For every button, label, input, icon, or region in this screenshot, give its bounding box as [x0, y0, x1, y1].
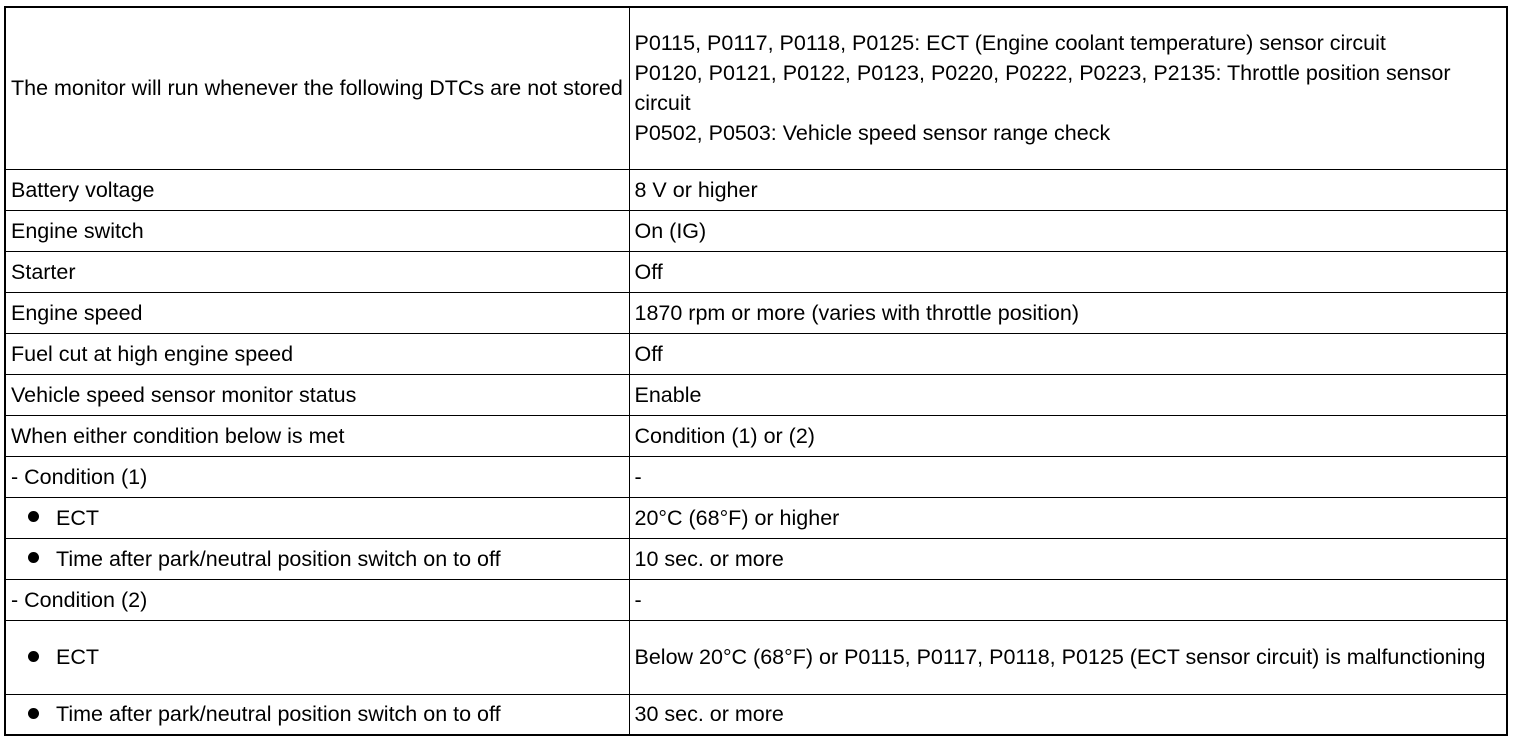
table-row: [5, 620, 1507, 694]
table-row: [5, 579, 1507, 620]
value-cell: 30 sec. or more: [629, 694, 1507, 735]
condition-cell: Vehicle speed sensor monitor status: [5, 374, 629, 415]
value-cell: Off: [629, 251, 1507, 292]
value-cell: -: [629, 456, 1507, 497]
table-row: [5, 333, 1507, 374]
condition-label: ECT: [56, 645, 99, 669]
condition-cell: - Condition (2): [5, 579, 629, 620]
bullet-icon: [28, 511, 39, 522]
value-cell: 8 V or higher: [629, 169, 1507, 210]
monitor-conditions-table: [4, 6, 1508, 736]
bullet-icon: [28, 552, 39, 563]
condition-label: Time after park/neutral position switch on to off: [56, 702, 501, 727]
bullet-icon: [28, 651, 39, 662]
value-cell: -: [629, 579, 1507, 620]
condition-label: ECT: [56, 505, 99, 530]
table-row: [5, 210, 1507, 251]
value-cell: On (IG): [629, 210, 1507, 251]
value-cell: Enable: [629, 374, 1507, 415]
condition-cell: Engine speed: [5, 292, 629, 333]
value-cell: 10 sec. or more: [629, 538, 1507, 579]
value-cell: 1870 rpm or more (varies with throttle position): [629, 292, 1507, 333]
value-cell: Condition (1) or (2): [629, 415, 1507, 456]
condition-cell: Engine switch: [5, 210, 629, 251]
table-row: [5, 292, 1507, 333]
table-row: [5, 456, 1507, 497]
dtc-list-line: P0115, P0117, P0118, P0125: ECT (Engine coolant temperature) sensor circuit: [634, 31, 1386, 56]
condition-cell: [5, 620, 629, 694]
dtc-list-line: P0502, P0503: Vehicle speed sensor range check: [634, 121, 1111, 146]
condition-cell: [5, 694, 629, 735]
condition-label: Time after park/neutral position switch on to off: [56, 546, 501, 571]
value-cell: Off: [629, 333, 1507, 374]
condition-cell: Fuel cut at high engine speed: [5, 333, 629, 374]
table-row: [5, 415, 1507, 456]
table-row: [5, 169, 1507, 210]
condition-cell: [5, 497, 629, 538]
condition-cell: Battery voltage: [5, 169, 629, 210]
value-cell: Below 20°C (68°F) or P0115, P0117, P0118, P0125 (ECT sensor circuit) is malfunctioning: [629, 620, 1507, 694]
value-cell: [629, 7, 1507, 169]
table-row: [5, 251, 1507, 292]
table-row: [5, 497, 1507, 538]
table-row: [5, 374, 1507, 415]
condition-cell: [5, 538, 629, 579]
condition-cell: The monitor will run whenever the following DTCs are not stored: [5, 7, 629, 169]
condition-cell: - Condition (1): [5, 456, 629, 497]
dtc-list-line: P0120, P0121, P0122, P0123, P0220, P0222, P0223, P2135: Throttle position sensor circuit: [634, 61, 1451, 116]
condition-cell: Starter: [5, 251, 629, 292]
condition-cell: When either condition below is met: [5, 415, 629, 456]
table-row: [5, 7, 1507, 169]
bullet-icon: [28, 708, 39, 719]
table-row: [5, 538, 1507, 579]
value-cell: 20°C (68°F) or higher: [629, 497, 1507, 538]
table-row: [5, 694, 1507, 735]
